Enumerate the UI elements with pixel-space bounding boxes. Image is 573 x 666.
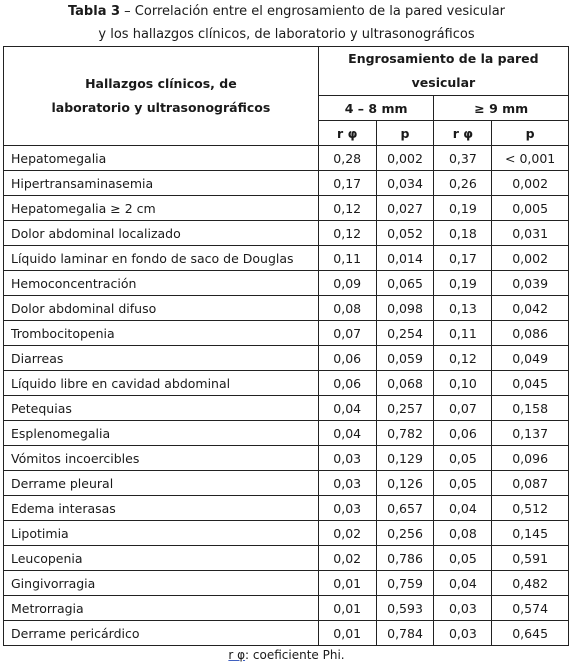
finding-name: Hemoconcentración [4,271,319,296]
finding-name: Petequias [4,396,319,421]
p-value-9mm: 0,087 [492,471,569,496]
r-value-9mm: 0,05 [434,546,492,571]
p-value-9mm: 0,137 [492,421,569,446]
group-header-line-2: vesicular [411,75,476,90]
finding-name: Vómitos incoercibles [4,446,319,471]
p-value-4-8mm: 0,126 [376,471,434,496]
r-value-9mm: 0,04 [434,571,492,596]
finding-name: Leucopenia [4,546,319,571]
p-value-9mm: 0,512 [492,496,569,521]
r-value-4-8mm: 0,06 [318,346,376,371]
finding-name: Dolor abdominal localizado [4,221,319,246]
r-value-9mm: 0,17 [434,246,492,271]
subgroup-header-4-8mm: 4 – 8 mm [318,96,434,121]
table-row [4,546,569,571]
caption-line-2: y los hallazgos clínicos, de laboratorio y ultrasonográficos [98,27,475,42]
table-row [4,596,569,621]
p-value-9mm: 0,482 [492,571,569,596]
p-value-9mm: 0,031 [492,221,569,246]
r-value-4-8mm: 0,03 [318,446,376,471]
table-row [4,246,569,271]
subgroup-header-9mm: ≥ 9 mm [434,96,569,121]
p-value-4-8mm: 0,059 [376,346,434,371]
r-value-4-8mm: 0,12 [318,221,376,246]
r-value-9mm: 0,37 [434,146,492,171]
r-value-4-8mm: 0,17 [318,171,376,196]
finding-name: Esplenomegalia [4,421,319,446]
table-row [4,621,569,646]
row-label-header [4,47,319,146]
table-row [4,346,569,371]
finding-name: Líquido libre en cavidad abdominal [4,371,319,396]
r-value-4-8mm: 0,01 [318,621,376,646]
p-value-4-8mm: 0,254 [376,321,434,346]
footnote-symbol: r φ [228,648,246,662]
r-value-9mm: 0,04 [434,496,492,521]
p-value-4-8mm: 0,782 [376,421,434,446]
finding-name: Trombocitopenia [4,321,319,346]
p-value-4-8mm: 0,027 [376,196,434,221]
r-value-4-8mm: 0,03 [318,471,376,496]
r-value-4-8mm: 0,02 [318,546,376,571]
p-value-9mm: 0,645 [492,621,569,646]
table-row [4,496,569,521]
footnote-text: : coeficiente Phi. [245,648,345,662]
finding-name: Metrorragia [4,596,319,621]
r-value-4-8mm: 0,01 [318,596,376,621]
r-value-4-8mm: 0,28 [318,146,376,171]
table-header [4,47,569,146]
p-value-9mm: 0,002 [492,171,569,196]
correlation-table [3,46,569,646]
table-row [4,421,569,446]
table-row [4,446,569,471]
p-value-4-8mm: 0,759 [376,571,434,596]
table-row [4,371,569,396]
p-value-9mm: 0,039 [492,271,569,296]
p-value-4-8mm: 0,256 [376,521,434,546]
p-value-9mm: 0,002 [492,246,569,271]
r-value-9mm: 0,05 [434,446,492,471]
finding-name: Edema interasas [4,496,319,521]
r-value-4-8mm: 0,07 [318,321,376,346]
p-value-9mm: 0,086 [492,321,569,346]
r-value-9mm: 0,19 [434,271,492,296]
finding-name: Lipotimia [4,521,319,546]
p-value-4-8mm: 0,593 [376,596,434,621]
table-row [4,196,569,221]
p-value-4-8mm: 0,034 [376,171,434,196]
r-value-4-8mm: 0,04 [318,396,376,421]
row-label-header-line-1: Hallazgos clínicos, de [85,76,237,91]
r-value-9mm: 0,08 [434,521,492,546]
r-value-9mm: 0,07 [434,396,492,421]
finding-name: Derrame pericárdico [4,621,319,646]
p-value-9mm: 0,591 [492,546,569,571]
table-row [4,571,569,596]
r-value-9mm: 0,13 [434,296,492,321]
row-label-header-line-2: laboratorio y ultrasonográficos [51,100,271,115]
group-header-line-1: Engrosamiento de la pared [348,51,539,66]
p-value-9mm: < 0,001 [492,146,569,171]
table-row [4,321,569,346]
r-value-4-8mm: 0,02 [318,521,376,546]
table-row [4,296,569,321]
r-value-9mm: 0,12 [434,346,492,371]
r-value-9mm: 0,06 [434,421,492,446]
table-row [4,396,569,421]
r-value-4-8mm: 0,06 [318,371,376,396]
finding-name: Derrame pleural [4,471,319,496]
group-header [318,47,568,96]
r-value-4-8mm: 0,08 [318,296,376,321]
p-value-9mm: 0,045 [492,371,569,396]
p-value-9mm: 0,145 [492,521,569,546]
r-value-9mm: 0,05 [434,471,492,496]
r-value-9mm: 0,26 [434,171,492,196]
col-header-p-2: p [492,121,569,146]
col-header-r-1: r φ [318,121,376,146]
finding-name: Gingivorragia [4,571,319,596]
finding-name: Hepatomegalia [4,146,319,171]
p-value-4-8mm: 0,068 [376,371,434,396]
r-value-9mm: 0,11 [434,321,492,346]
finding-name: Hipertransaminasemia [4,171,319,196]
table-row [4,271,569,296]
r-value-9mm: 0,10 [434,371,492,396]
p-value-4-8mm: 0,657 [376,496,434,521]
finding-name: Dolor abdominal difuso [4,296,319,321]
table-row [4,471,569,496]
finding-name: Líquido laminar en fondo de saco de Douglas [4,246,319,271]
p-value-9mm: 0,574 [492,596,569,621]
p-value-4-8mm: 0,129 [376,446,434,471]
r-value-9mm: 0,03 [434,596,492,621]
p-value-9mm: 0,042 [492,296,569,321]
r-value-9mm: 0,18 [434,221,492,246]
finding-name: Hepatomegalia ≥ 2 cm [4,196,319,221]
p-value-9mm: 0,005 [492,196,569,221]
table-row [4,221,569,246]
p-value-9mm: 0,049 [492,346,569,371]
p-value-4-8mm: 0,002 [376,146,434,171]
p-value-4-8mm: 0,065 [376,271,434,296]
p-value-4-8mm: 0,098 [376,296,434,321]
table-row [4,171,569,196]
finding-name: Diarreas [4,346,319,371]
p-value-9mm: 0,096 [492,446,569,471]
caption-text-1: – Correlación entre el engrosamiento de la pared vesicular [120,4,506,19]
r-value-4-8mm: 0,01 [318,571,376,596]
caption-line-1 [0,0,573,23]
col-header-r-2: r φ [434,121,492,146]
r-value-4-8mm: 0,12 [318,196,376,221]
r-value-4-8mm: 0,04 [318,421,376,446]
table-row [4,521,569,546]
p-value-4-8mm: 0,784 [376,621,434,646]
p-value-4-8mm: 0,786 [376,546,434,571]
r-value-9mm: 0,03 [434,621,492,646]
p-value-9mm: 0,158 [492,396,569,421]
p-value-4-8mm: 0,257 [376,396,434,421]
table-row [4,146,569,171]
table-body [4,146,569,646]
table-footnote [0,648,573,662]
p-value-4-8mm: 0,052 [376,221,434,246]
p-value-4-8mm: 0,014 [376,246,434,271]
r-value-4-8mm: 0,11 [318,246,376,271]
r-value-4-8mm: 0,09 [318,271,376,296]
r-value-4-8mm: 0,03 [318,496,376,521]
caption-label: Tabla 3 [67,4,121,19]
r-value-9mm: 0,19 [434,196,492,221]
table-caption [0,0,573,46]
col-header-p-1: p [376,121,434,146]
